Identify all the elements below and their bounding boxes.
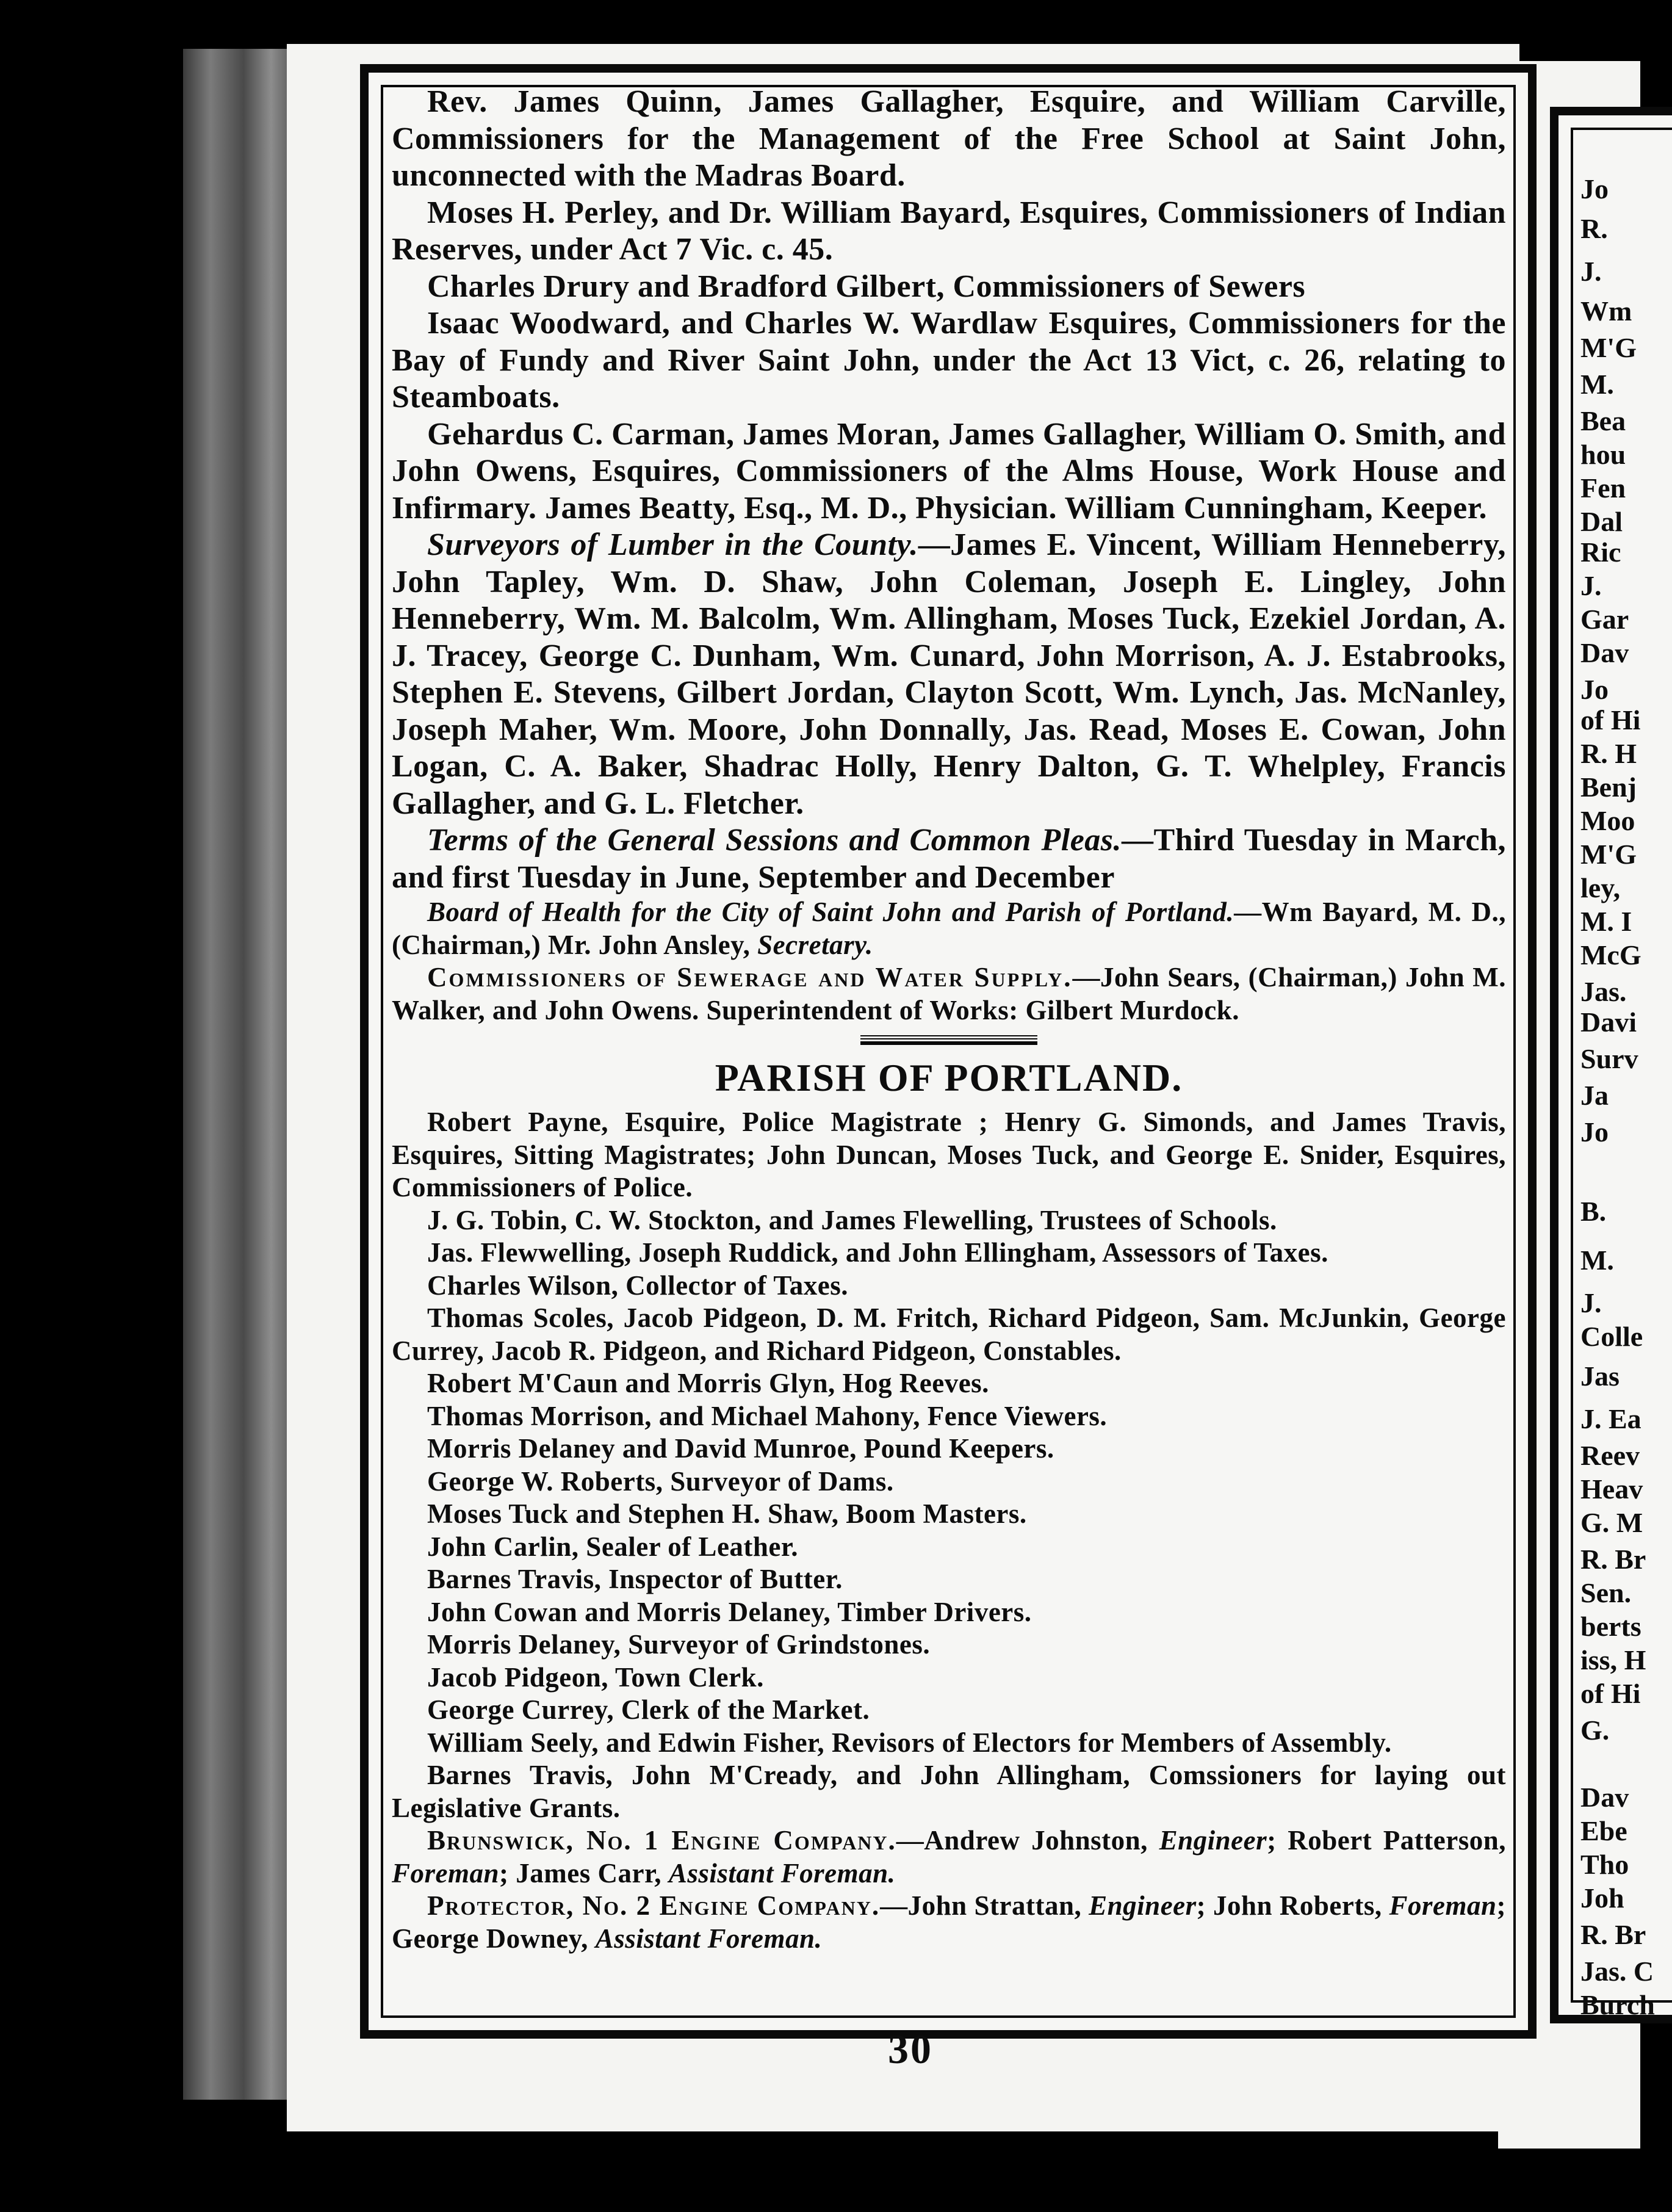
sewerage-paragraph [392, 961, 1506, 1027]
adjacent-page-fragment: Moo [1580, 805, 1635, 836]
adjacent-page-fragment: Dav [1580, 637, 1629, 668]
adjacent-page-fragment: Davi [1580, 1007, 1637, 1038]
protector-name: Protector, No. 2 Engine Company. [427, 1890, 881, 1921]
adjacent-page-fragment: Dav [1580, 1782, 1629, 1813]
portland-entry: Thomas Morrison, and Michael Mahony, Fence Viewers. [427, 1400, 1108, 1431]
adjacent-page-fragment: Surv [1580, 1043, 1638, 1074]
foreman-label: Foreman [392, 1857, 500, 1889]
portland-entry: Barnes Travis, Inspector of Butter. [427, 1564, 843, 1594]
adjacent-page-fragment: Bea [1580, 405, 1626, 436]
protector-text: ; John Roberts, [1196, 1890, 1389, 1921]
portland-entry: Moses Tuck and Stephen H. Shaw, Boom Masters. [427, 1498, 1027, 1529]
portland-entry: J. G. Tobin, C. W. Stockton, and James Flewelling, Trustees of Schools. [427, 1204, 1277, 1235]
engineer-label: Engineer [1089, 1890, 1197, 1921]
adjacent-page-fragment: G. M [1580, 1507, 1643, 1538]
portland-entry: George Currey, Clerk of the Market. [427, 1694, 870, 1725]
engineer-label: Engineer [1159, 1825, 1267, 1856]
portland-entry: Jas. Flewwelling, Joseph Ruddick, and John Ellingham, Assessors of Taxes. [427, 1237, 1328, 1268]
adjacent-page-fragment: B. [1580, 1196, 1607, 1227]
portland-entry: Morris Delaney, Surveyor of Grindstones. [427, 1629, 931, 1660]
terms-text: —Third Tuesday in March, and first Tuesday in June, September and December [392, 823, 1507, 895]
page-border [360, 64, 1537, 2039]
section-divider [860, 1035, 1037, 1045]
board-of-health-text: —Wm Bayard, M. D., (Chairman,) Mr. John Ansley, [392, 897, 1506, 960]
adjacent-page-fragment: berts [1580, 1611, 1641, 1642]
portland-entry: Barnes Travis, John M'Cready, and John Allingham, Comssioners for laying out Legislative Grants. [392, 1760, 1506, 1823]
page-number: 30 [888, 2026, 933, 2072]
book-spine-edge [183, 49, 293, 2100]
brunswick-name: Brunswick, No. 1 Engine Company. [427, 1825, 896, 1856]
paragraph: Rev. James Quinn, James Gallagher, Esquire, and William Carville, Commissioners for the Management of the Free School at Saint John, unconnected with the Madras Board. [392, 84, 1506, 193]
protector-text: ; George Downey, [392, 1890, 1507, 1954]
adjacent-page-fragment: Burch [1580, 1989, 1655, 2020]
adjacent-page-fragment: M'G [1580, 839, 1637, 870]
portland-list [392, 1106, 1506, 1824]
adjacent-page-fragment: J. [1580, 1287, 1602, 1318]
page-text [392, 84, 1506, 2006]
adjacent-page-fragment: Sen. [1580, 1577, 1632, 1608]
adjacent-page-fragment: Ebe [1580, 1815, 1627, 1846]
sewerage-text: —John Sears, (Chairman,) John M. Walker, and John Owens. Superintendent of Works: Gilbert Murdock. [392, 962, 1506, 1025]
adjacent-page-fragment: J. [1580, 256, 1602, 287]
adjacent-page-fragment: Dal [1580, 506, 1623, 537]
portland-entry: William Seely, and Edwin Fisher, Revisors of Electors for Members of Assembly. [427, 1727, 1392, 1758]
adjacent-page-fragment: R. Br [1580, 1544, 1646, 1575]
protector-text: —John Strattan, [880, 1890, 1089, 1921]
adjacent-page-fragment: Jo [1580, 1116, 1609, 1148]
paragraph: Isaac Woodward, and Charles W. Wardlaw Esquires, Commissioners for the Bay of Fundy and River Saint John, under the Act 13 Vict, c. 26, relating to Steamboats. [392, 306, 1506, 414]
brunswick-text: ; James Carr, [499, 1857, 669, 1889]
adjacent-page-fragment: iss, H [1580, 1644, 1646, 1675]
assistant-foreman-label: Assistant Foreman. [595, 1923, 823, 1954]
adjacent-page-fragment: Fen [1580, 472, 1626, 504]
terms-heading: Terms of the General Sessions and Common Pleas. [427, 823, 1122, 858]
adjacent-page-fragment: M. [1580, 369, 1614, 400]
portland-entry: Charles Wilson, Collector of Taxes. [427, 1270, 849, 1301]
adjacent-page-fragment: M. I [1580, 906, 1632, 937]
board-of-health-paragraph [392, 896, 1506, 961]
adjacent-page-fragment: R. H [1580, 738, 1637, 769]
foreman-label: Foreman [1389, 1890, 1497, 1921]
adjacent-page-fragment: Jas [1580, 1361, 1620, 1392]
adjacent-page-fragment: Jas. C [1580, 1956, 1654, 1987]
protector-paragraph [392, 1890, 1506, 1955]
secretary-label: Secretary. [757, 929, 873, 960]
adjacent-page-fragment: Ja [1580, 1080, 1609, 1111]
portland-entry: John Cowan and Morris Delaney, Timber Drivers. [427, 1596, 1032, 1627]
adjacent-page-fragment: Joh [1580, 1882, 1624, 1914]
adjacent-page-fragment: Reev [1580, 1440, 1640, 1471]
brunswick-text: —Andrew Johnston, [896, 1825, 1159, 1856]
adjacent-page-fragment: McG [1580, 939, 1641, 970]
surveyors-text: —James E. Vincent, William Henneberry, John Tapley, Wm. D. Shaw, John Coleman, Joseph E. Lingley, John Henneberry, Wm. M. Balcolm, Wm. Allingham, Moses Tuck, Ezekiel Jordan, A. J. Tracey, George C. Dunham, Wm. Cunard, John Morrison, A. J. Estabrooks, Stephen E. Stevens, Gilbert Jordan, Clayton Scott, Wm. Lynch, Jas. McNanley, Joseph Maher, Wm. Moore, John Donnally, Jas. Read, Moses E. Cowan, John Logan, C. A. Baker, Shadrac Holly, Henry Dalton, G. T. Whelpley, Francis Gallagher, and G. L. Fletcher. [392, 527, 1506, 821]
adjacent-page-fragment: G. [1580, 1715, 1610, 1746]
terms-paragraph [392, 822, 1506, 896]
adjacent-page-fragment: Heav [1580, 1473, 1643, 1505]
adjacent-page-fragment: R. [1580, 213, 1608, 244]
adjacent-page-fragment: hou [1580, 439, 1626, 470]
surveyors-heading: Surveyors of Lumber in the County. [427, 527, 918, 562]
adjacent-page-fragment: Benj [1580, 772, 1637, 803]
adjacent-page-fragment: R. Br [1580, 1919, 1646, 1950]
adjacent-page-fragment: of Hi [1580, 1678, 1641, 1709]
board-of-health-heading: Board of Health for the City of Saint John and Parish of Portland. [427, 897, 1234, 927]
adjacent-page-fragment: Tho [1580, 1849, 1629, 1880]
adjacent-page-fragment: Jo [1580, 173, 1609, 204]
paragraph: Gehardus C. Carman, James Moran, James Gallagher, William O. Smith, and John Owens, Esquires, Commissioners of the Alms House, Work House and Infirmary. James Beatty, Esq., M. D., Physician. William Cunningham, Keeper. [392, 416, 1506, 526]
adjacent-page-fragment: of Hi [1580, 704, 1641, 736]
paragraph: Moses H. Perley, and Dr. William Bayard, Esquires, Commissioners of Indian Reserves, under Act 7 Vic. c. 45. [392, 195, 1506, 267]
adjacent-page-fragment: J. [1580, 570, 1602, 601]
portland-entry: John Carlin, Sealer of Leather. [427, 1531, 798, 1562]
section-title: PARISH OF PORTLAND. [715, 1056, 1183, 1099]
paragraph: Charles Drury and Bradford Gilbert, Commissioners of Sewers [427, 269, 1306, 304]
adjacent-page-fragment: Wm [1580, 295, 1632, 327]
brunswick-text: ; Robert Patterson, [1267, 1825, 1506, 1856]
adjacent-page-fragment: Gar [1580, 604, 1629, 635]
adjacent-page-fragment: Ric [1580, 537, 1621, 568]
assistant-foreman-label: Assistant Foreman. [668, 1857, 896, 1889]
portland-entry: Robert M'Caun and Morris Glyn, Hog Reeves. [427, 1368, 989, 1398]
adjacent-page-fragment: Jo [1580, 674, 1609, 705]
brunswick-paragraph [392, 1824, 1506, 1890]
portland-entry: George W. Roberts, Surveyor of Dams. [427, 1466, 894, 1497]
adjacent-page-fragment: M. [1580, 1245, 1614, 1276]
adjacent-page-fragment: Colle [1580, 1321, 1643, 1352]
portland-entry: Jacob Pidgeon, Town Clerk. [427, 1661, 764, 1693]
sewerage-heading: Commissioners of Sewerage and Water Supply. [427, 962, 1073, 992]
surveyors-paragraph [392, 527, 1506, 822]
adjacent-page-fragment: Jas. [1580, 976, 1627, 1007]
adjacent-page-fragment: ley, [1580, 872, 1621, 903]
portland-entry: Thomas Scoles, Jacob Pidgeon, D. M. Fritch, Richard Pidgeon, Sam. McJunkin, George Currey, Jacob R. Pidgeon, and Richard Pidgeon, Constables. [392, 1303, 1506, 1366]
adjacent-page-fragment: M'G [1580, 332, 1637, 363]
portland-entry: Robert Payne, Esquire, Police Magistrate ; Henry G. Simonds, and James Travis, Esquires, Sitting Magistrates; John Duncan, Moses Tuck, and George E. Snider, Esquires, Commissioners of Police. [392, 1107, 1506, 1202]
portland-entry: Morris Delaney and David Munroe, Pound Keepers. [427, 1433, 1054, 1464]
adjacent-page-fragment: J. Ea [1580, 1403, 1641, 1434]
